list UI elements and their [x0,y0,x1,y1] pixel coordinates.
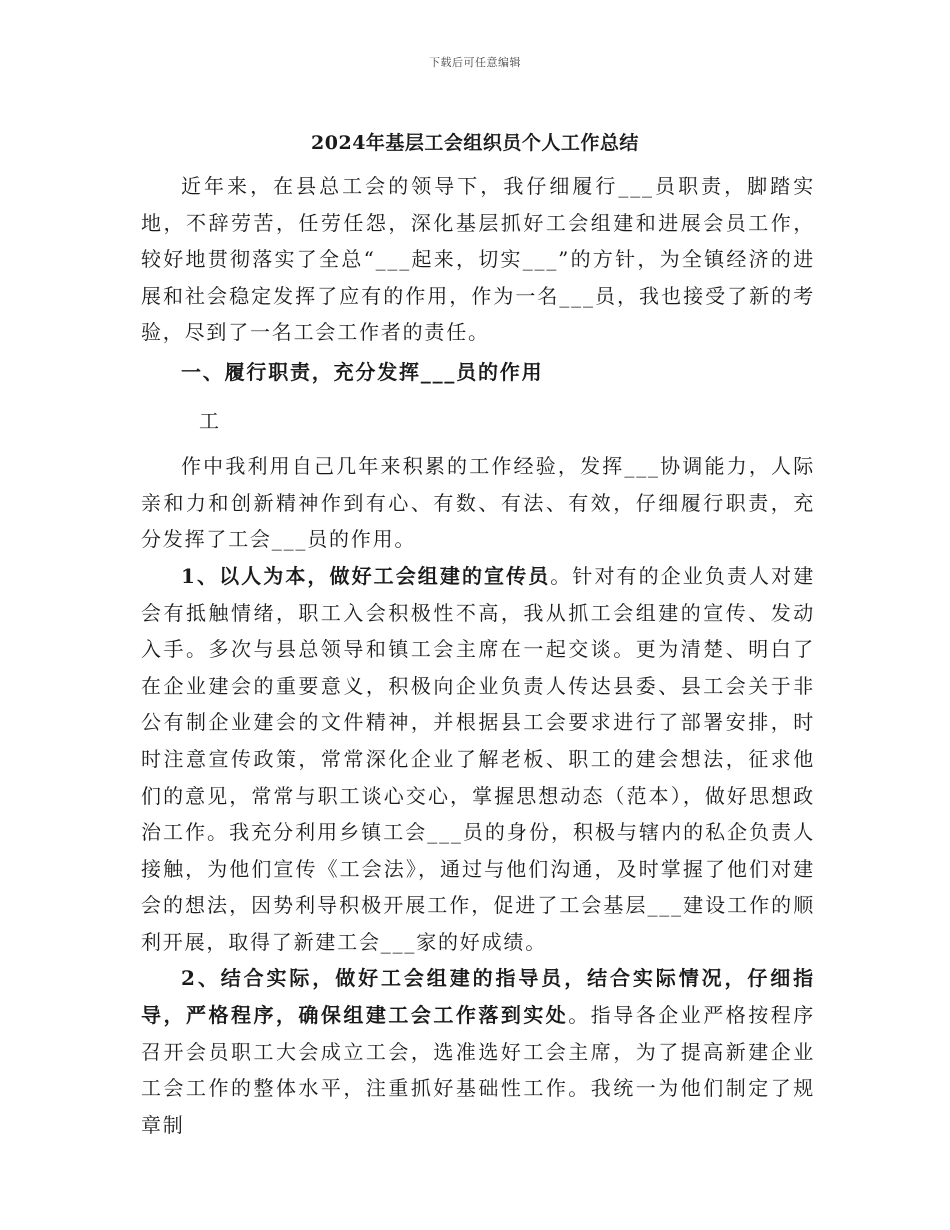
intro-paragraph: 近年来，在县总工会的领导下，我仔细履行___员职责，脚踏实地，不辞劳苦，任劳任怨，深化基层抓好工会组建和进展会员工作，较好地贯彻落实了全总“___起来，切实___”的方针，为全镇经济的进展和社会稳定发挥了应有的作用，作为一名___员，我也接受了新的考验，尽到了一名工会工作者的责任。 [141,174,815,345]
stray-character: 工 [199,408,221,433]
item-1-paragraph [141,558,815,961]
item-1-text: 。针对有的企业负责人对建会有抵触情绪，职工入会积极性不高，我从抓工会组建的宣传、发动入手。多次与县总领导和镇工会主席在一起交谈。更为清楚、明白了在企业建会的重要意义，积极向企业负责人传达县委、县工会关于非公有制企业建会的文件精神，并根据县工会要求进行了部署安排，时时注意宣传政策，常常深化企业了解老板、职工的建会想法，征求他们的意见，常常与职工谈心交心，掌握思想动态（范本），做好思想政治工作。我充分利用乡镇工会___员的身份，积极与辖内的私企负责人接触，为他们宣传《工会法》，通过与他们沟通，及时掌握了他们对建会的想法，因势利导积极开展工作，促进了工会基层___建设工作的顺利开展，取得了新建工会___家的好成绩。 [141,563,815,954]
document-body [141,168,815,1143]
section-heading-1: 一、履行职责，充分发挥___员的作用 [181,359,544,384]
item-2-lead: 2、结合实际，做好工会组建的指导员，结合实际情况，仔细指导，严格程序，确保组建工会工作落到实处 [141,966,815,1028]
header-note: 下载后可任意编辑 [429,56,521,69]
section-1-paragraph: 作中我利用自己几年来积累的工作经验，发挥___协调能力，人际亲和力和创新精神作到有心、有数、有法、有效，仔细履行职责，充分发挥了工会___员的作用。 [141,454,815,552]
document-title: 2024年基层工会组织员个人工作总结 [311,132,639,154]
item-1-lead: 1、以人为本，做好工会组建的宣传员 [181,563,551,588]
item-2-text: 。指导各企业严格按程序召开会员职工大会成立工会，选准选好工会主席，为了提高新建企业工会工作的整体水平，注重抓好基础性工作。我统一为他们制定了规章制 [141,1003,815,1137]
item-2-paragraph [141,960,815,1143]
